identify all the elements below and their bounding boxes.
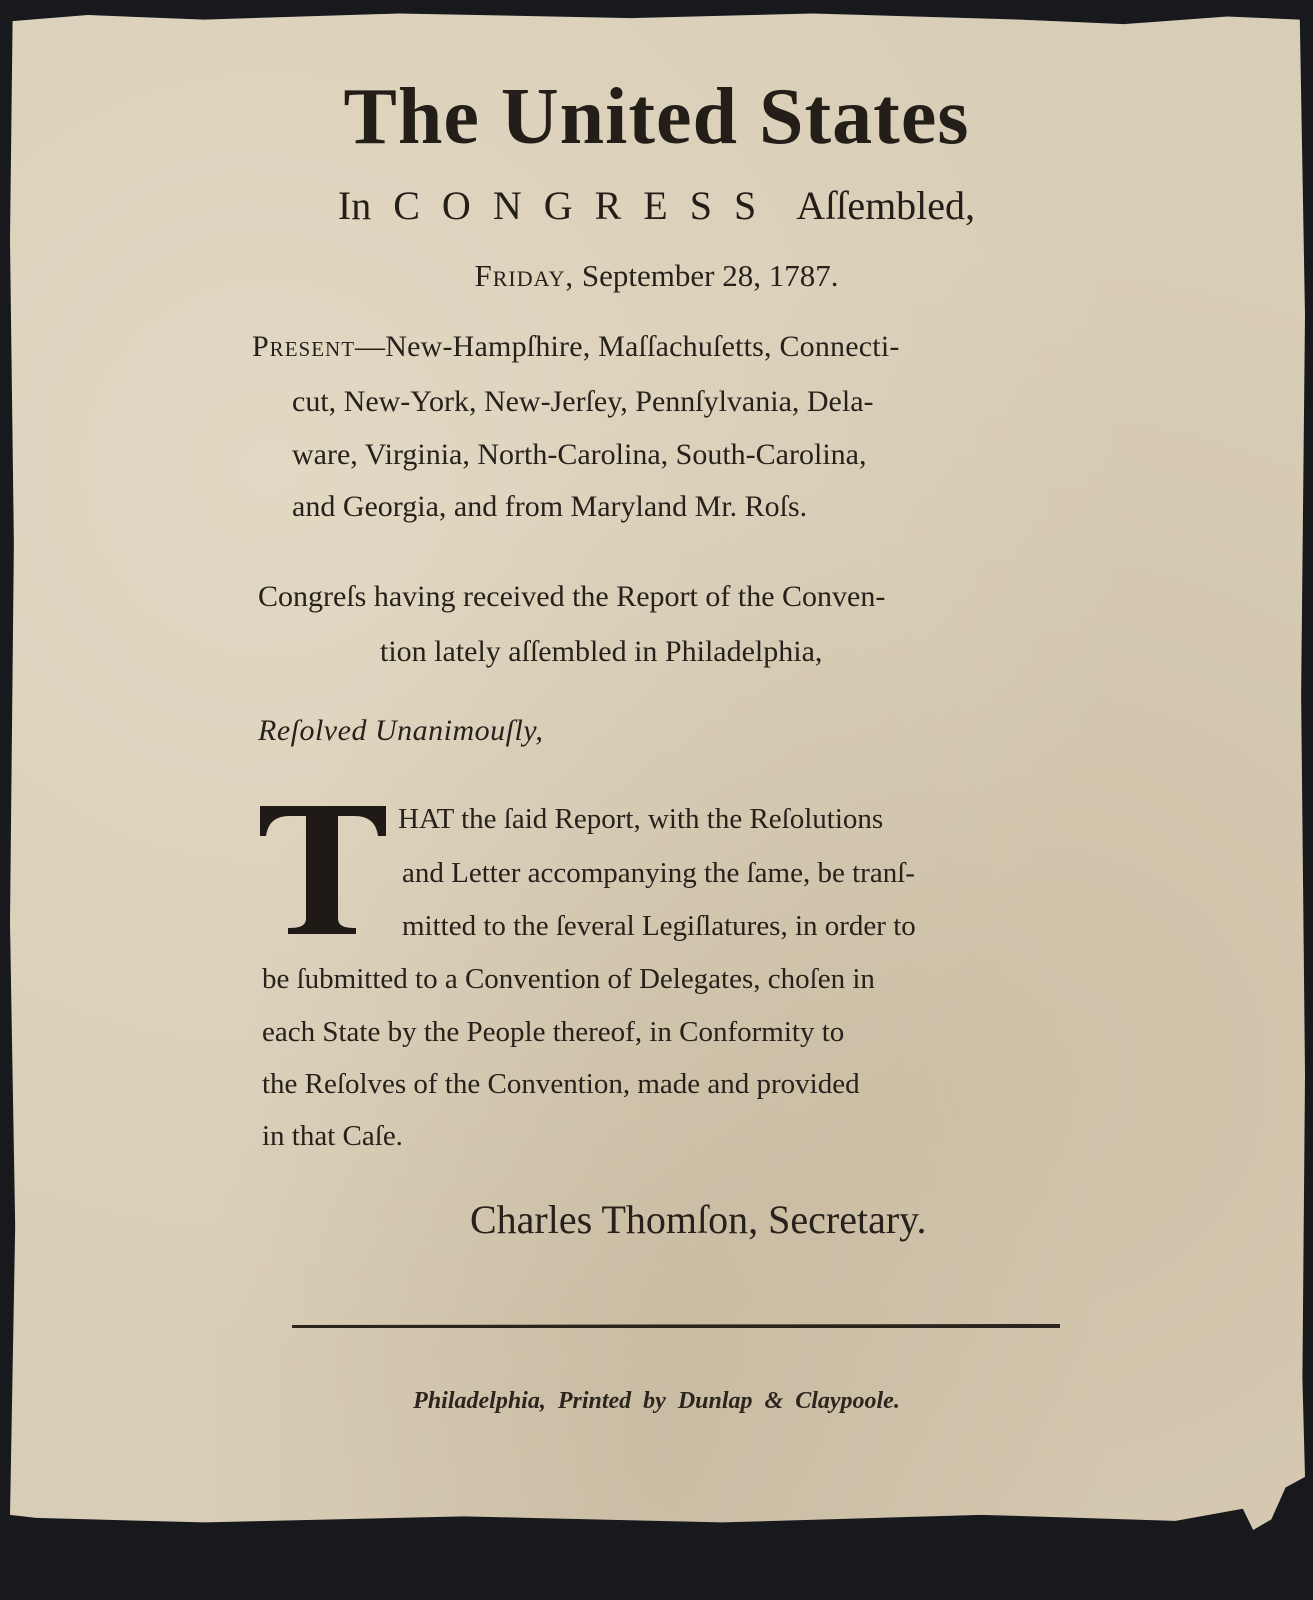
assembly-prefix: In bbox=[337, 183, 372, 228]
present-line-text: —New-Hampſhire, Maſſachuſetts, Connecti- bbox=[355, 330, 900, 363]
broadside-paper bbox=[10, 12, 1305, 1530]
separator-rule bbox=[292, 1322, 1060, 1330]
present-line-3: ware, Virginia, North-Carolina, South-Carolina, bbox=[292, 438, 867, 471]
assembly-congress: CONGRESS bbox=[393, 183, 779, 228]
preamble-line-1: Congreſs having received the Report of the Conven- bbox=[258, 580, 886, 613]
preamble-line-2: tion lately aſſembled in Philadelphia, bbox=[380, 635, 823, 668]
present-line-4: and Georgia, and from Maryland Mr. Roſs. bbox=[292, 490, 808, 523]
resolution-line-2: and Letter accompanying the ſame, be tranſ- bbox=[402, 857, 915, 889]
signature-line: Charles Thomſon, Secretary. bbox=[470, 1197, 927, 1242]
drop-cap-letter bbox=[258, 800, 388, 935]
resolution-line-3: mitted to the ſeveral Legiſlatures, in order to bbox=[402, 910, 916, 942]
present-line-2: cut, New-York, New-Jerſey, Pennſylvania, Dela- bbox=[292, 385, 874, 418]
resolution-line-6: the Reſolves of the Convention, made and provided bbox=[262, 1068, 860, 1100]
resolution-line-7: in that Caſe. bbox=[262, 1120, 403, 1152]
present-line-1 bbox=[252, 330, 900, 364]
document-title: The United States bbox=[343, 73, 970, 161]
dateline bbox=[0, 258, 1313, 294]
present-label: Present bbox=[252, 330, 356, 363]
resolution-line-5: each State by the People thereof, in Conformity to bbox=[262, 1016, 845, 1048]
resolution-line-4: be ſubmitted to a Convention of Delegates, choſen in bbox=[262, 963, 875, 995]
imprint-line: Philadelphia, Printed by Dunlap & Claypoole. bbox=[413, 1388, 900, 1414]
dateline-date: September 28, 1787. bbox=[581, 258, 839, 293]
dateline-day: Friday, bbox=[474, 258, 575, 293]
resolution-line-1: HAT the ſaid Report, with the Reſolutions bbox=[398, 803, 884, 835]
resolved-heading: Reſolved Unanimouſly, bbox=[258, 714, 544, 747]
assembly-suffix: Aſſembled, bbox=[796, 183, 976, 228]
assembly-line bbox=[0, 182, 1313, 229]
